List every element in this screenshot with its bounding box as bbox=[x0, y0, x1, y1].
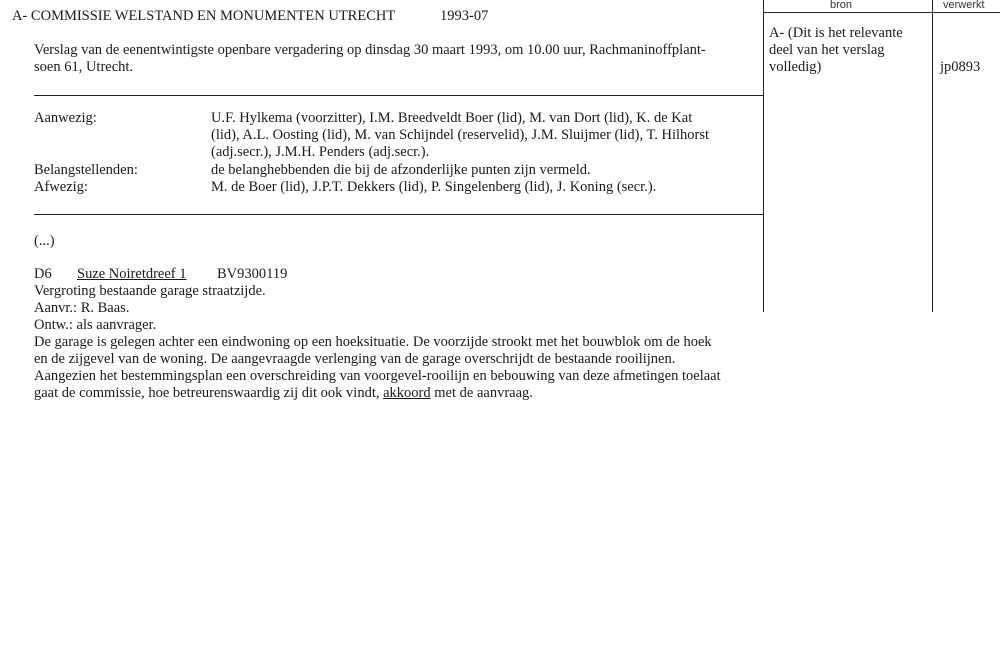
sidebar-header-divider bbox=[763, 12, 1000, 13]
bron-line: deel van het verslag bbox=[769, 42, 885, 58]
omission-marker: (...) bbox=[34, 233, 55, 249]
column-header-verwerkt: verwerkt bbox=[943, 0, 985, 11]
section-divider bbox=[34, 214, 763, 215]
item-body-line: en de zijgevel van de woning. De aangevraagde verlenging van de garage overschrijdt de bestaande rooilijnen. bbox=[34, 351, 676, 367]
conclusion-text-before: gaat de commissie, hoe betreurenswaardig zij dit ook vindt, bbox=[34, 385, 380, 401]
intro-line: Verslag van de eenentwintigste openbare vergadering op dinsdag 30 maart 1993, om 10.00 uur, Rachmaninoffplant- bbox=[34, 42, 706, 58]
item-code: D6 bbox=[34, 266, 52, 282]
present-list bbox=[211, 110, 709, 161]
item-body-line: Aangezien het bestemmingsplan een overschreiding van voorgevel-rooilijn en bebouwing van deze afmetingen toelaat bbox=[34, 368, 721, 384]
sidebar-left-border bbox=[763, 0, 764, 312]
verwerkt-value: jp0893 bbox=[940, 59, 981, 75]
absent-text: M. de Boer (lid), J.P.T. Dekkers (lid), P. Singelenberg (lid), J. Koning (secr.). bbox=[211, 179, 657, 195]
bron-line: volledig) bbox=[769, 59, 822, 75]
sidebar-column-divider bbox=[932, 0, 933, 312]
item-details bbox=[34, 283, 721, 402]
item-body-line: De garage is gelegen achter een eindwoning op een hoeksituatie. De voorzijde strookt met het bouwblok om de hoek bbox=[34, 334, 712, 350]
bron-line: A- (Dit is het relevante bbox=[769, 25, 903, 41]
intro-line: soen 61, Utrecht. bbox=[34, 59, 134, 75]
decision-akkoord: akkoord bbox=[383, 385, 431, 401]
present-line: (adj.secr.), J.M.H. Penders (adj.secr.). bbox=[211, 144, 430, 160]
item-applicant: Aanvr.: R. Baas. bbox=[34, 300, 130, 316]
bron-note bbox=[769, 25, 903, 76]
column-header-bron: bron bbox=[830, 0, 853, 11]
item-address: Suze Noiretdreef 1 bbox=[77, 266, 187, 282]
stakeholders-label: Belangstellenden: bbox=[34, 162, 138, 178]
section-divider bbox=[34, 95, 763, 96]
absent-label: Afwezig: bbox=[34, 179, 88, 195]
stakeholders-text: de belanghebbenden die bij de afzonderlijke punten zijn vermeld. bbox=[211, 162, 591, 178]
item-designer: Ontw.: als aanvrager. bbox=[34, 317, 157, 333]
present-line: (lid), A.L. Oosting (lid), M. van Schijndel (reservelid), J.M. Sluijmer (lid), T. Hilhorst bbox=[211, 127, 710, 143]
title-text: A- COMMISSIE WELSTAND EN MONUMENTEN UTRECHT bbox=[12, 8, 396, 24]
present-label: Aanwezig: bbox=[34, 110, 97, 126]
item-description: Vergroting bestaande garage straatzijde. bbox=[34, 283, 266, 299]
present-line: U.F. Hylkema (voorzitter), I.M. Breedveldt Boer (lid), M. van Dort (lid), K. de Kat bbox=[211, 110, 693, 126]
meeting-intro bbox=[34, 42, 706, 76]
conclusion-text-after: met de aanvraag. bbox=[434, 385, 533, 401]
item-conclusion bbox=[34, 385, 721, 402]
item-reference: BV9300119 bbox=[217, 266, 288, 282]
document-title bbox=[12, 8, 395, 25]
document-date: 1993-07 bbox=[440, 8, 489, 24]
